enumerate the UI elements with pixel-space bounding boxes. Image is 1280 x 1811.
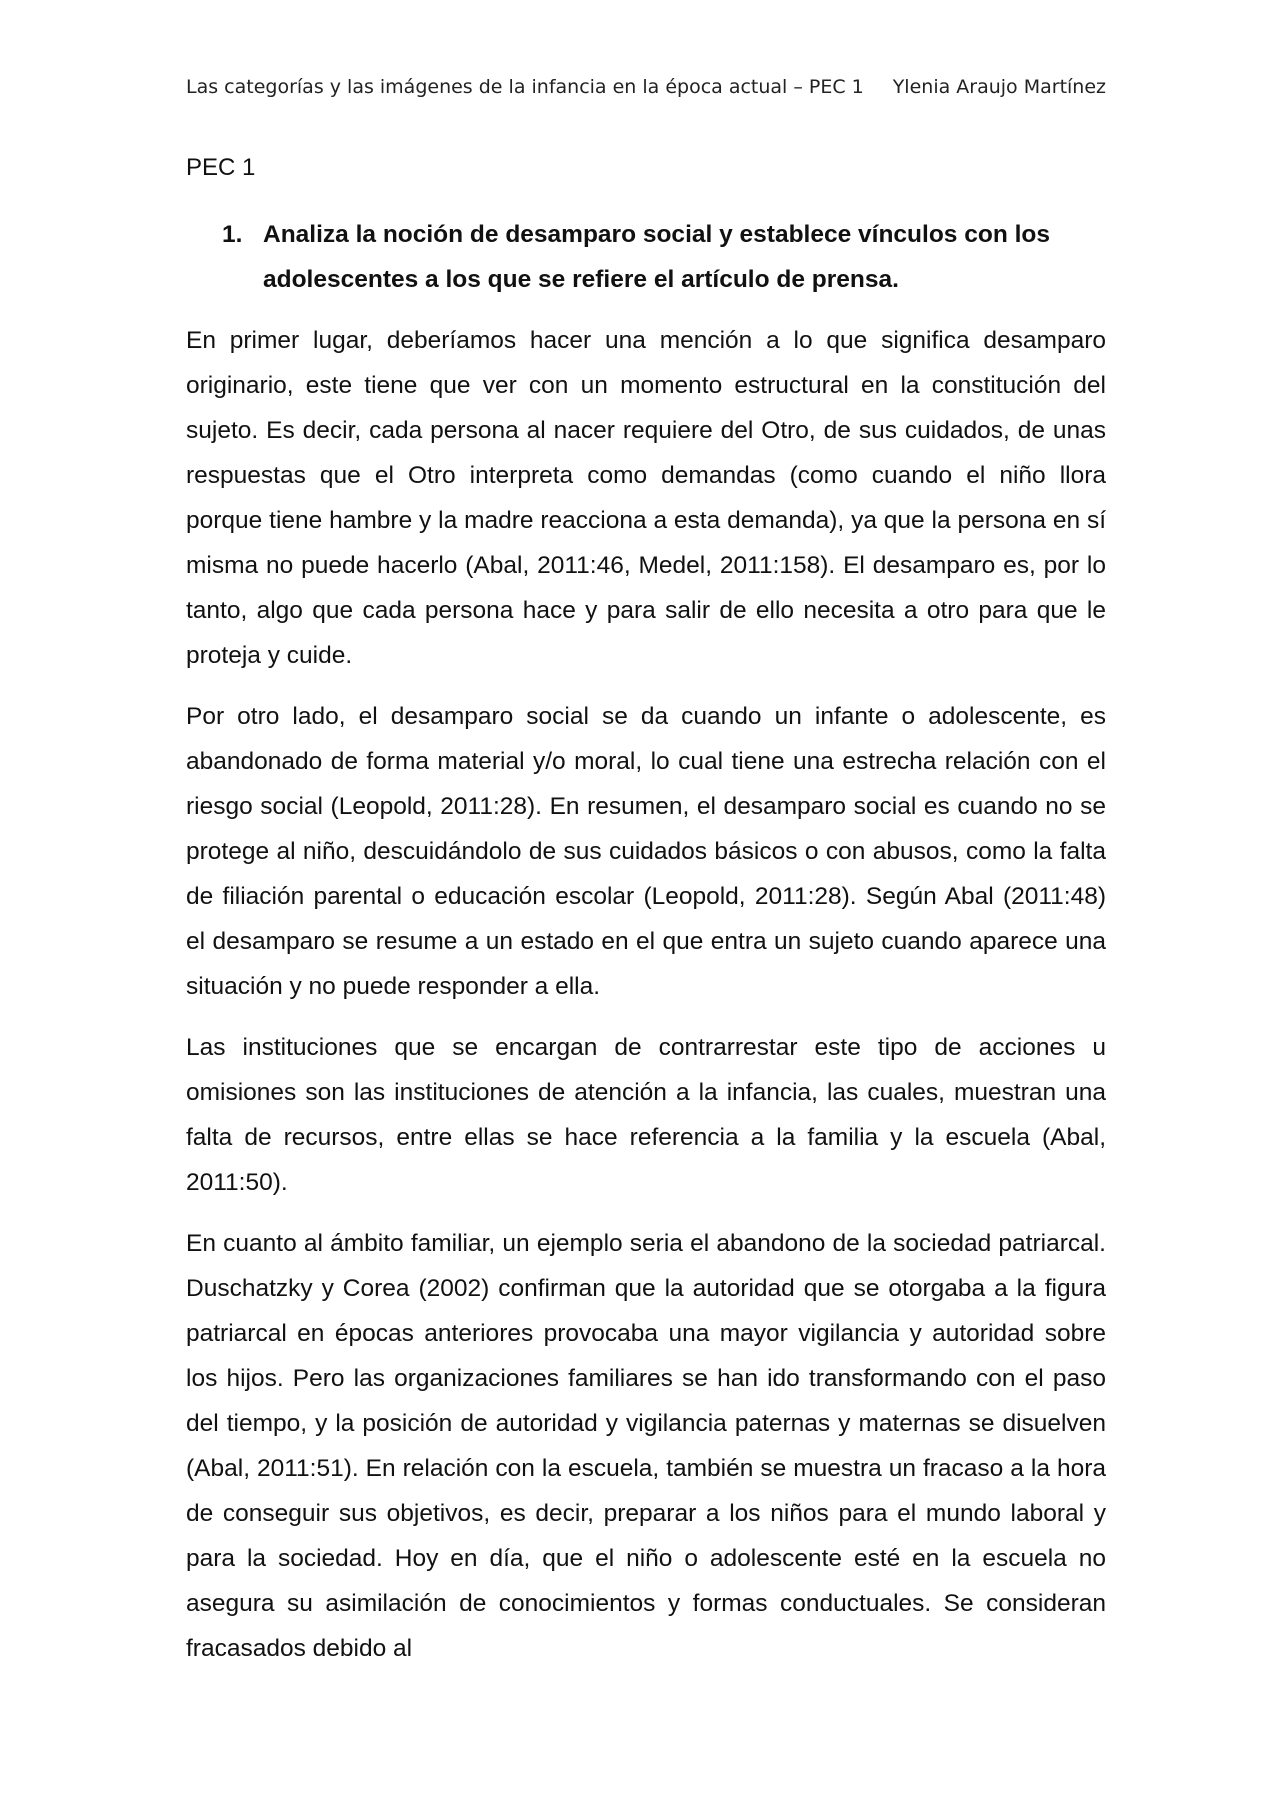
paragraph: Las instituciones que se encargan de contrarrestar este tipo de acciones u omisiones son las instituciones de atención a la infancia, las cuales, muestran una falta de recursos, entre ellas se hace referencia a la familia y la escuela (Abal, 2011:50). (186, 1034, 1106, 1196)
question-text: Analiza la noción de desamparo social y establece vínculos con los adolescentes a los que se refiere el artículo de prensa. (263, 221, 1050, 293)
question-number: 1. (222, 221, 243, 248)
paragraph: Por otro lado, el desamparo social se da cuando un infante o adolescente, es abandonado de forma material y/o moral, lo cual tiene una estrecha relación con el riesgo social (Leopold, 2011:28). En resumen, el desamparo social es cuando no se protege al niño, descuidándolo de sus cuidados básicos o con abusos, como la falta de filiación parental o educación escolar (Leopold, 2011:28). Según Abal (2011:48) el desamparo se resume a un estado en el que entra un sujeto cuando aparece una situación y no puede responder a ella. (186, 703, 1106, 1000)
paragraph: En primer lugar, deberíamos hacer una mención a lo que significa desamparo originario, este tiene que ver con un momento estructural en la constitución del sujeto. Es decir, cada persona al nacer requiere del Otro, de sus cuidados, de unas respuestas que el Otro interpreta como demandas (como cuando el niño llora porque tiene hambre y la madre reacciona a esta demanda), ya que la persona en sí misma no puede hacerlo (Abal, 2011:46, Medel, 2011:158). El desamparo es, por lo tanto, algo que cada persona hace y para salir de ello necesita a otro para que le proteja y cuide. (186, 327, 1106, 669)
question-heading (222, 212, 1106, 302)
section-label: PEC 1 (186, 154, 256, 181)
paragraph: En cuanto al ámbito familiar, un ejemplo seria el abandono de la sociedad patriarcal. Duschatzky y Corea (2002) confirman que la autoridad que se otorgaba a la figura patriarcal en épocas anteriores provocaba una mayor vigilancia y autoridad sobre los hijos. Pero las organizaciones familiares se han ido transformando con el paso del tiempo, y la posición de autoridad y vigilancia paternas y maternas se disuelven (Abal, 2011:51). En relación con la escuela, también se muestra un fracaso a la hora de conseguir sus objetivos, es decir, preparar a los niños para el mundo laboral y para la sociedad. Hoy en día, que el niño o adolescente esté en la escuela no asegura su asimilación de conocimientos y formas conductuales. Se consideran fracasados debido al (186, 1230, 1106, 1662)
body-text (186, 318, 1106, 1687)
page-header (186, 76, 1106, 98)
header-title: Las categorías y las imágenes de la infancia en la época actual – PEC 1 (186, 76, 864, 98)
header-author: Ylenia Araujo Martínez (892, 76, 1106, 98)
